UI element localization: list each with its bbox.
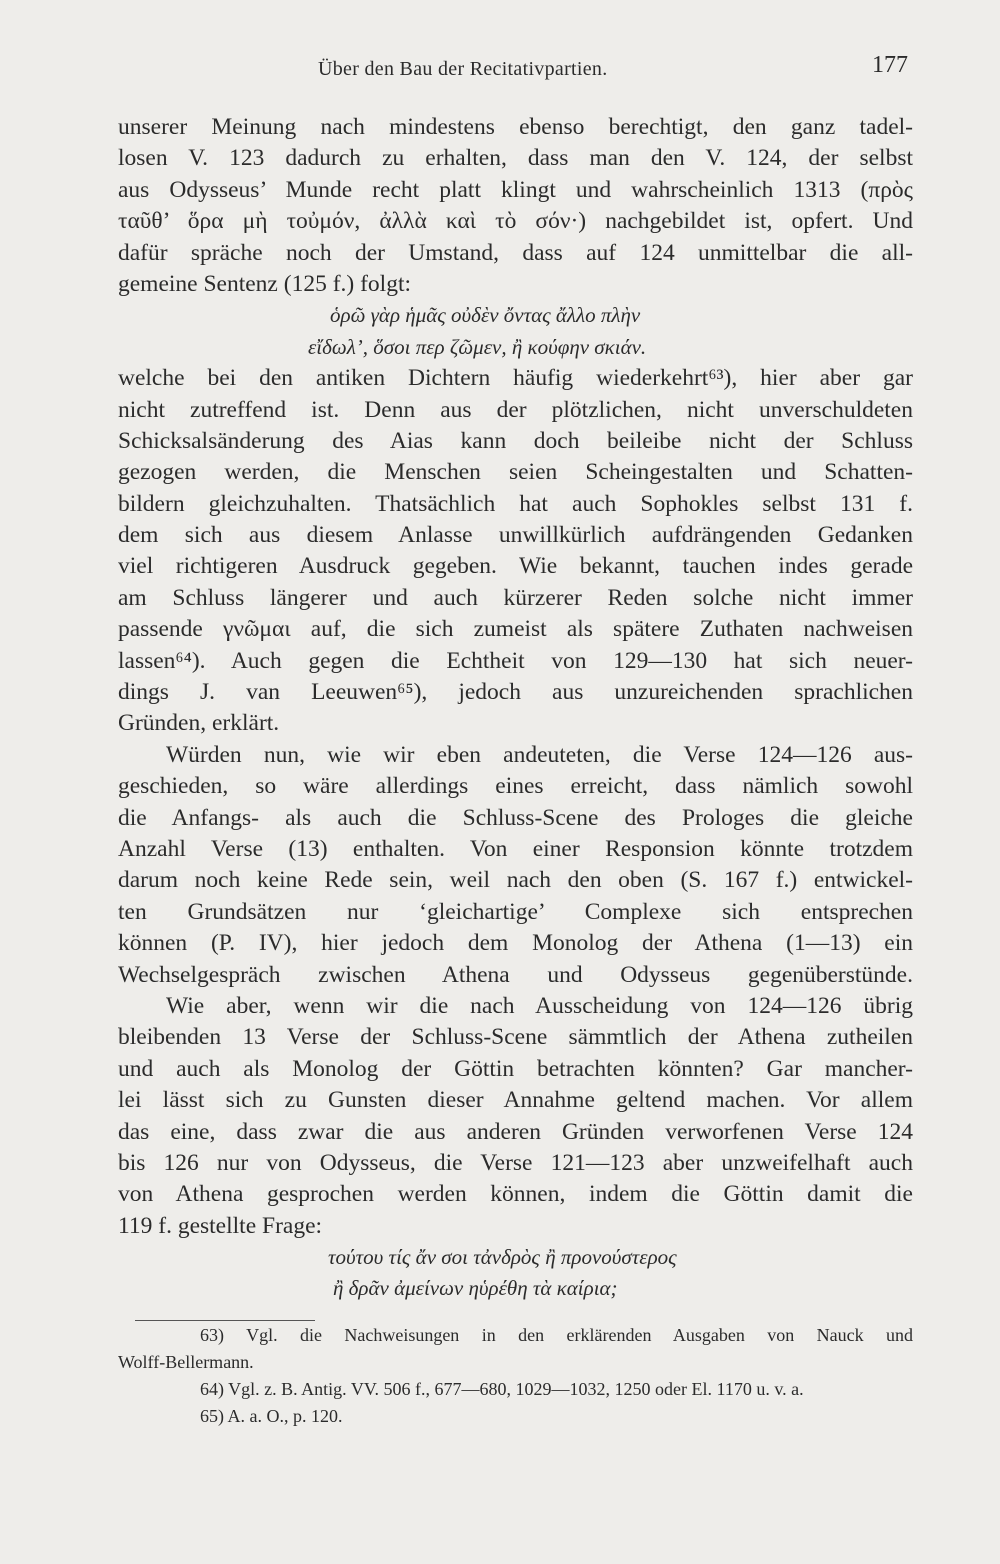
text-line: dafür spräche noch der Umstand, dass auf 124 unmittelbar die all-: [118, 239, 913, 266]
footnote-rule: [135, 1320, 315, 1321]
footnote-63: 63) Vgl. die Nachweisungen in den erklärenden Ausgaben von Nauck und: [200, 1325, 913, 1345]
greek-quote-line: ὁρῶ γὰρ ἡμᾶς οὐδὲν ὄντας ἄλλο πλὴν: [330, 303, 641, 328]
greek-quote-line: τούτου τίς ἄν σοι τἀνδρὸς ἢ προνούστερος: [328, 1245, 677, 1270]
running-head: [118, 52, 908, 90]
running-title: Über den Bau der Recitativpartien.: [318, 58, 608, 80]
footnote-63-continuation: Wolff-Bellermann.: [118, 1352, 254, 1372]
text-line: passende γνῶμαι auf, die sich zumeist als spätere Zuthaten nachweisen: [118, 616, 913, 643]
greek-quote-line: εἴδωλ’, ὅσοι περ ζῶμεν, ἢ κούφην σκιάν.: [308, 334, 647, 359]
text-line: ten Grundsätzen nur ‘gleichartige’ Complexe sich entsprechen: [118, 898, 913, 925]
text-line: Würden nun, wie wir eben andeuteten, die Verse 124—126 aus-: [166, 741, 913, 768]
text-line: dings J. van Leeuwen⁶⁵), jedoch aus unzureichenden sprachlichen: [118, 679, 913, 706]
text-line: welche bei den antiken Dichtern häufig wiederkehrt⁶³), hier aber gar: [118, 365, 913, 392]
text-line: bis 126 nur von Odysseus, die Verse 121—123 aber unzweifelhaft auch: [118, 1149, 913, 1176]
text-line: unserer Meinung nach mindestens ebenso berechtigt, den ganz tadel-: [118, 114, 913, 140]
text-line: nicht zutreffend ist. Denn aus der plötzlichen, nicht unverschuldeten: [118, 396, 913, 423]
text-line: losen V. 123 dadurch zu erhalten, dass man den V. 124, der selbst: [118, 145, 913, 172]
text-line: bildern gleichzuhalten. Thatsächlich hat auch Sophokles selbst 131 f.: [118, 490, 913, 517]
text-line: ταῦθ’ ὅρα μὴ τοὐμόν, ἀλλὰ καὶ τὸ σόν·) nachgebildet ist, opfert. Und: [118, 208, 913, 235]
text-line: am Schluss längerer und auch kürzerer Reden solche nicht immer: [118, 584, 913, 611]
footnote-64: 64) Vgl. z. B. Antig. VV. 506 f., 677—680, 1029—1032, 1250 oder El. 1170 u. v. a.: [200, 1379, 804, 1399]
text-line: von Athena gesprochen werden können, indem die Göttin damit die: [118, 1181, 913, 1208]
text-line: viel richtigeren Ausdruck gegeben. Wie bekannt, tauchen indes gerade: [118, 553, 913, 580]
footnote-65: 65) A. a. O., p. 120.: [200, 1406, 343, 1426]
body-text: [118, 112, 913, 1305]
text-line: dem sich aus diesem Anlasse unwillkürlich aufdrängenden Gedanken: [118, 522, 913, 549]
text-line: Wechselgespräch zwischen Athena und Odysseus gegenüberstünde.: [118, 961, 913, 988]
text-line: bleibenden 13 Verse der Schluss-Scene sämmtlich der Athena zutheilen: [118, 1024, 913, 1051]
text-line: gemeine Sentenz (125 f.) folgt:: [118, 270, 412, 297]
greek-quote-line: ἢ δρᾶν ἀμείνων ηὑρέθη τὰ καίρια;: [333, 1276, 618, 1301]
text-line: Gründen, erklärt.: [118, 710, 280, 737]
text-line: lassen⁶⁴). Auch gegen die Echtheit von 129—130 hat sich neuer-: [118, 647, 913, 674]
text-line: darum noch keine Rede sein, weil nach den oben (S. 167 f.) entwickel-: [118, 867, 913, 894]
page-number: 177: [872, 52, 908, 78]
text-line: aus Odysseus’ Munde recht platt klingt und wahrscheinlich 1313 (πρὸς: [118, 176, 913, 203]
text-line: 119 f. gestellte Frage:: [118, 1212, 323, 1239]
text-line: Anzahl Verse (13) enthalten. Von einer Responsion könnte trotzdem: [118, 835, 913, 862]
text-line: Schicksalsänderung des Aias kann doch beileibe nicht der Schluss: [118, 427, 913, 454]
text-line: gezogen werden, die Menschen seien Scheingestalten und Schatten-: [118, 459, 913, 486]
footnotes: [118, 1322, 913, 1430]
text-line: Wie aber, wenn wir die nach Ausscheidung von 124—126 übrig: [166, 992, 913, 1019]
text-line: das eine, dass zwar die aus anderen Gründen verworfenen Verse 124: [118, 1118, 913, 1145]
text-line: lei lässt sich zu Gunsten dieser Annahme geltend machen. Vor allem: [118, 1087, 913, 1114]
text-line: können (P. IV), hier jedoch dem Monolog der Athena (1—13) ein: [118, 930, 913, 957]
text-line: die Anfangs- als auch die Schluss-Scene des Prologes die gleiche: [118, 804, 913, 831]
text-line: und auch als Monolog der Göttin betrachten könnten? Gar mancher-: [118, 1055, 913, 1082]
text-line: geschieden, so wäre allerdings eines erreicht, dass nämlich sowohl: [118, 773, 913, 800]
